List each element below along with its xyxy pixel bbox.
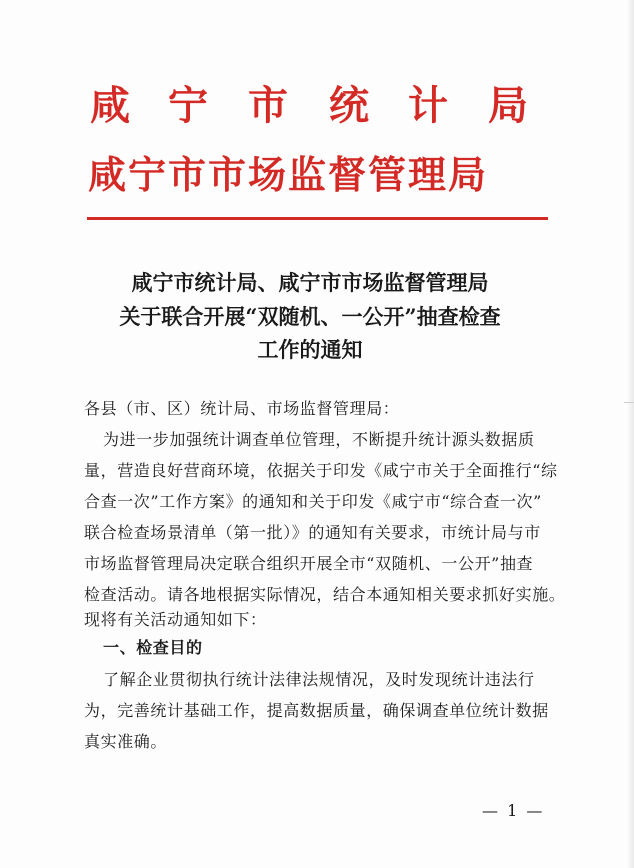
paragraph-1-line: 量，营造良好营商环境，依据关于印发《咸宁市关于全面推行“综 (84, 461, 558, 480)
paragraph-2-line: 为，完善统计基础工作，提高数据质量，确保调查单位统计数据 (84, 701, 549, 720)
paragraph-1-line: 市场监督管理局决定联合组织开展全市“双随机、一公开”抽查 (84, 554, 534, 573)
scan-edge (626, 0, 634, 868)
document-title-line-3: 工作的通知 (257, 337, 363, 362)
page-number: — 1 — (482, 801, 545, 820)
issuer-1-char: 计 (408, 82, 448, 129)
paragraph-1-line: 检查活动。请各地根据实际情况，结合本通知相关要求抓好实施。 (84, 585, 566, 604)
issuer-1-char: 咸 (90, 82, 130, 129)
scan-artifact (624, 402, 634, 403)
paragraph-2-line: 了解企业贯彻执行统计法律法规情况，及时发现统计违法行 (103, 670, 535, 689)
document-title-line-2: 关于联合开展“双随机、一公开”抽查检查 (119, 304, 501, 329)
issuer-name-2: 咸宁市市场监督管理局 (88, 152, 489, 197)
red-divider (87, 217, 548, 220)
issuer-1-char: 局 (488, 82, 528, 129)
paragraph-1-line: 现将有关活动通知如下： (84, 610, 267, 629)
salutation: 各县（市、区）统计局、市场监督管理局： (84, 399, 400, 418)
paragraph-2-line: 真实准确。 (84, 732, 168, 751)
issuer-1-char: 统 (329, 82, 369, 129)
section-heading-purpose: 一、检查目的 (103, 638, 203, 657)
paragraph-1-line: 联合检查场景清单（第一批）》的通知有关要求，市统计局与市 (84, 523, 541, 542)
issuer-1-char: 市 (248, 82, 288, 129)
paragraph-1-line: 合查一次”工作方案》的通知和关于印发《咸宁市“综合查一次” (84, 492, 542, 511)
issuer-1-char: 宁 (168, 82, 208, 129)
paragraph-1-line: 为进一步加强统计调查单位管理，不断提升统计源头数据质 (103, 430, 535, 449)
document-title-line-1: 咸宁市统计局、咸宁市市场监督管理局 (131, 270, 489, 295)
